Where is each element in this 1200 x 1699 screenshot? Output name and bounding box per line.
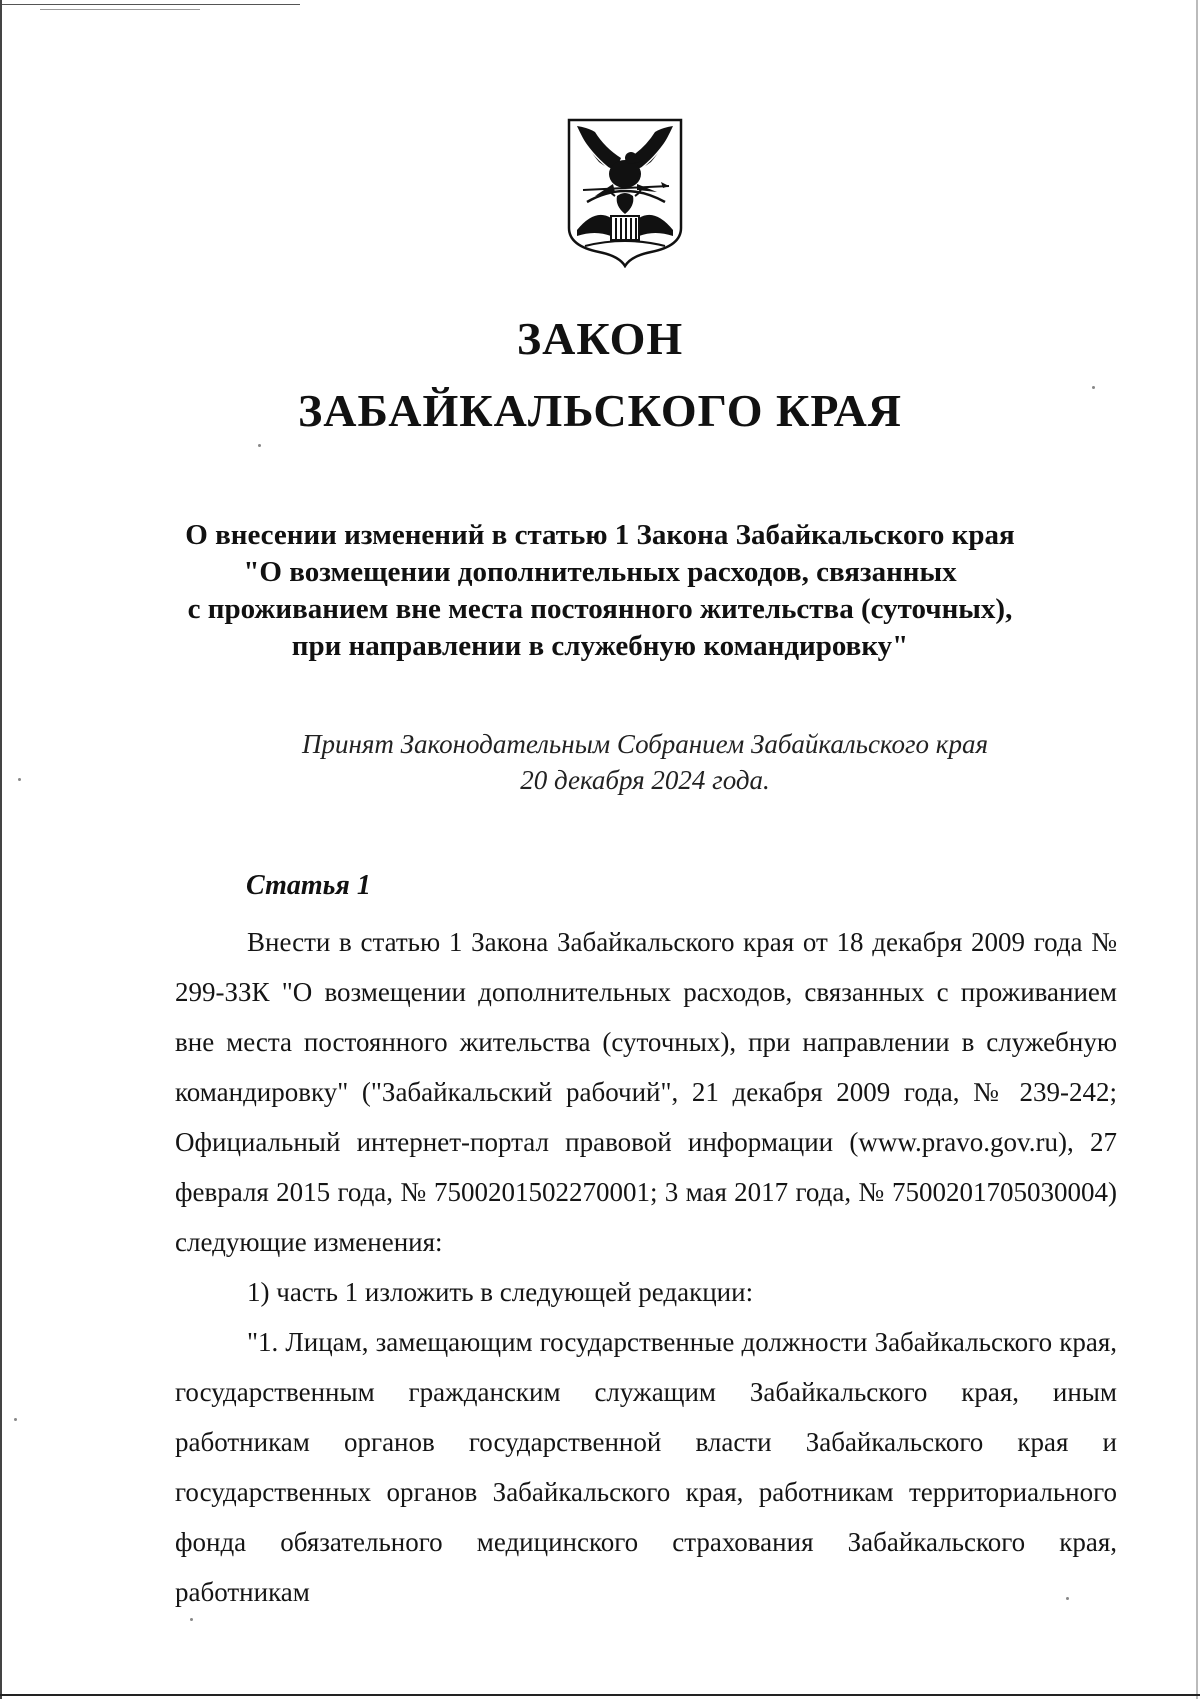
adoption-note [200, 726, 1090, 798]
paragraph: Внести в статью 1 Закона Забайкальского края от 18 декабря 2009 года № 299-ЗЗК "О возмещении дополнительных расходов, связанных с проживанием вне места постоянного жительства (суточных), при направлении в служебную командировку" ("Забайкальский рабочий", 21 декабря 2009 года, № 239-242; Официальный интернет-портал правовой информации (www.pravo.gov.ru), 27 февраля 2015 года, № 7500201502270001; 3 мая 2017 года, № 7500201705030004) следующие изменения: [175, 927, 1117, 1257]
adoption-line: Принят Законодательным Собранием Забайкальского края [301, 729, 988, 759]
subject-line: О внесении изменений в статью 1 Закона Забайкальского края [185, 519, 1015, 551]
coat-of-arms-icon [565, 118, 685, 268]
scan-edge-right [1196, 0, 1198, 1699]
scan-speck [18, 778, 21, 781]
law-subject [100, 517, 1100, 665]
scan-speck [1066, 1597, 1069, 1600]
scan-speck [14, 1418, 17, 1421]
scan-speck [190, 1618, 193, 1621]
adoption-date: 20 декабря 2024 года. [520, 765, 770, 795]
paragraph: "1. Лицам, замещающим государственные должности Забайкальского края, государственным гражданским служащим Забайкальского края, иным работникам органов государственной власти Забайкальского края и государственных органов Забайкальского края, работникам территориального фонда обязательного медицинского страхования Забайкальского края, работникам [175, 1327, 1117, 1607]
scan-edge-left [0, 0, 2, 1699]
subject-line: при направлении в служебную командировку" [291, 630, 909, 662]
law-title: ЗАКОН [516, 313, 684, 364]
law-region-title: ЗАБАЙКАЛЬСКОГО КРАЯ [297, 385, 903, 436]
scan-edge-top [0, 4, 300, 5]
scan-speck [1092, 386, 1095, 389]
scan-edge-bottom [0, 1694, 1200, 1696]
subject-line: "О возмещении дополнительных расходов, связанных [243, 556, 957, 588]
article-heading: Статья 1 [246, 870, 371, 901]
paragraph: 1) часть 1 изложить в следующей редакции: [247, 1277, 754, 1307]
article-body [175, 917, 1117, 1617]
subject-line: с проживанием вне места постоянного жительства (суточных), [187, 593, 1013, 625]
scan-speck [258, 444, 261, 447]
scan-edge-top-faint [40, 9, 200, 10]
